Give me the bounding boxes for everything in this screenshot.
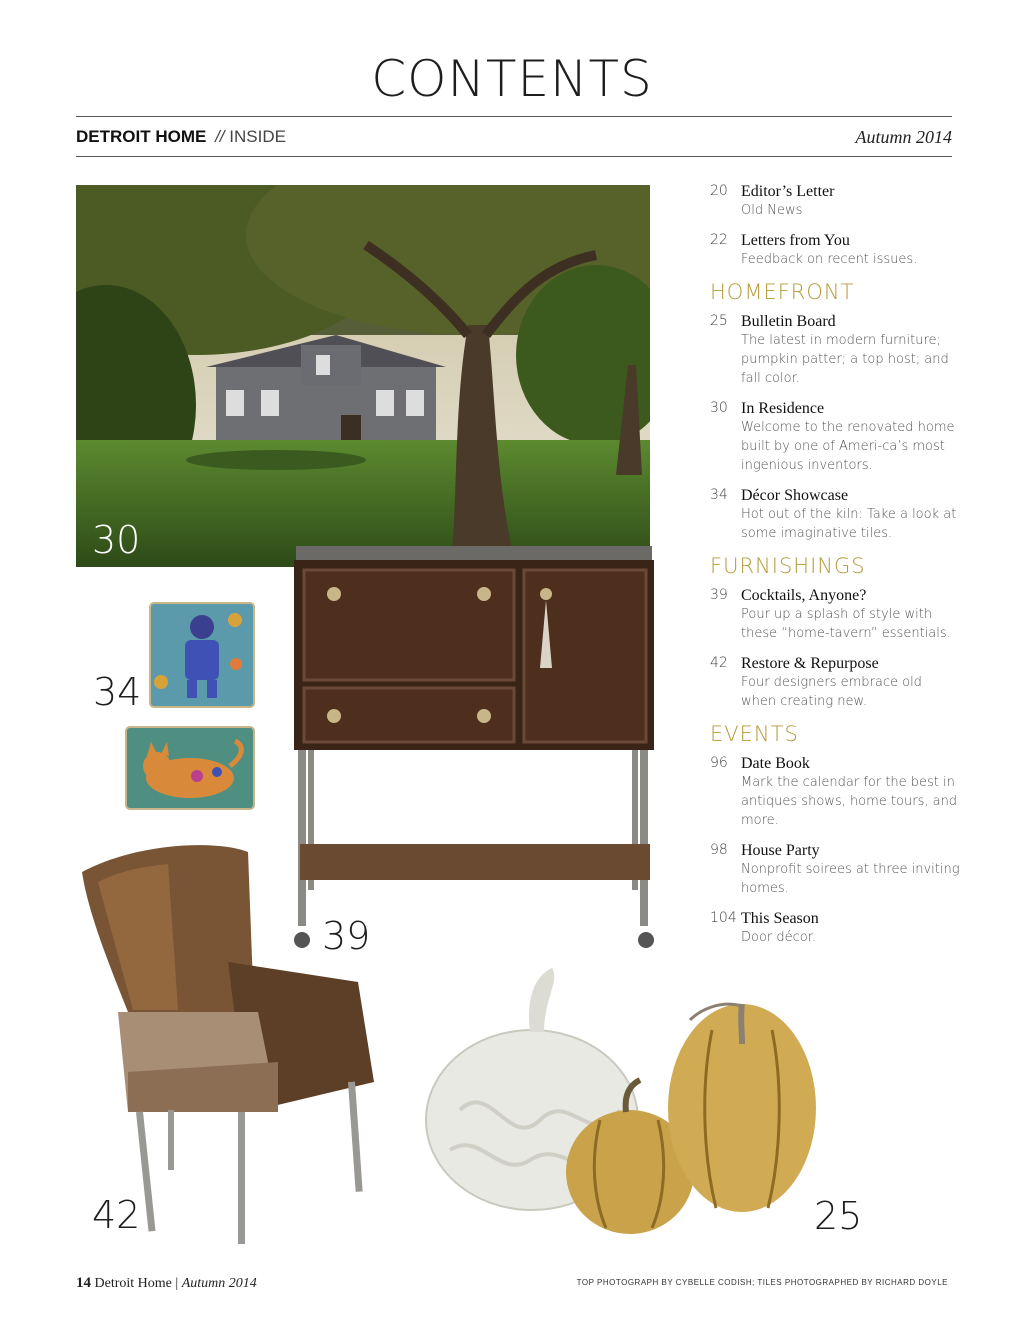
cat-tile[interactable] (125, 726, 255, 810)
house-photo-art (76, 185, 650, 567)
chair-page-label: 42 (92, 1193, 141, 1237)
toc-title: Restore & Repurpose (741, 655, 879, 672)
toc-page-number: 22 (710, 232, 728, 248)
toc-entry[interactable] (710, 312, 960, 388)
toc-description: Nonprofit soirees at three inviting homes. (741, 862, 960, 896)
masthead-separator: // (215, 127, 225, 146)
page-title: CONTENTS (371, 50, 653, 108)
masthead-brand-line (76, 127, 286, 147)
section-heading-furnishings: FURNISHINGS (710, 554, 866, 578)
toc-description: Pour up a splash of style with these “home-tavern” essentials. (741, 607, 951, 641)
toc-description: Hot out of the kiln: Take a look at some imaginative tiles. (741, 507, 957, 541)
toc-entry[interactable] (710, 586, 960, 643)
toc-entry[interactable] (710, 486, 960, 543)
house-page-label: 30 (92, 518, 141, 562)
toc-title: Date Book (741, 755, 810, 772)
toc-title: Letters from You (741, 232, 850, 249)
toc-description: Four designers embrace old when creating new. (741, 675, 922, 709)
photo-credits: TOP PHOTOGRAPH BY CYBELLE CODISH; TILES PHOTOGRAPHED BY RICHARD DOYLE (576, 1278, 948, 1287)
masthead-bottom-rule (76, 156, 952, 157)
toc-description: Feedback on recent issues. (741, 252, 918, 267)
toc-title: Décor Showcase (741, 487, 849, 504)
toc-page-number: 25 (710, 313, 728, 329)
toc-title: Cocktails, Anyone? (741, 587, 867, 604)
toc-entry[interactable] (710, 182, 960, 220)
toc-entry[interactable] (710, 841, 960, 898)
section-heading-events: EVENTS (710, 722, 799, 746)
toc-page-number: 104 (710, 910, 737, 926)
toc-page-number: 96 (710, 755, 728, 771)
toc-title: In Residence (741, 400, 825, 417)
table-of-contents (710, 182, 960, 958)
masthead-season: Autumn 2014 (855, 127, 952, 147)
masthead-section: INSIDE (229, 127, 286, 146)
toc-page-number: 30 (710, 400, 728, 416)
toc-description: The latest in modern furniture; pumpkin patter; a top host; and fall color. (741, 333, 949, 386)
footer-divider: | (175, 1276, 179, 1291)
toc-page-number: 39 (710, 587, 728, 603)
masthead (76, 127, 952, 147)
pumpkins-image[interactable] (420, 960, 820, 1240)
footer-issue: Autumn 2014 (181, 1276, 257, 1291)
section-heading-homefront: HOMEFRONT (710, 280, 855, 304)
toc-page-number: 34 (710, 487, 728, 503)
toc-page-number: 98 (710, 842, 728, 858)
tiles-page-label: 34 (93, 670, 142, 714)
masthead-brand: DETROIT HOME (76, 127, 207, 146)
masthead-top-rule (76, 116, 952, 117)
toc-page-number: 20 (710, 183, 728, 199)
toc-description: Old News (741, 203, 803, 218)
toc-page-number: 42 (710, 655, 728, 671)
toc-entry[interactable] (710, 754, 960, 830)
toc-description: Welcome to the renovated home built by one of Ameri-ca’s most ingenious inventors. (741, 420, 955, 473)
toc-entry[interactable] (710, 654, 960, 711)
pumpkins-page-label: 25 (814, 1194, 863, 1238)
toc-description: Door décor. (741, 930, 817, 945)
toc-title: This Season (741, 910, 819, 927)
footer-publication: Detroit Home (94, 1276, 172, 1291)
house-photo[interactable] (76, 185, 650, 567)
wood-chair-image[interactable] (78, 842, 374, 1246)
footer-folio (76, 1275, 257, 1292)
blue-figure-tile[interactable] (149, 602, 255, 708)
footer-page-number: 14 (76, 1275, 91, 1291)
toc-entry[interactable] (710, 909, 960, 947)
toc-title: Bulletin Board (741, 313, 836, 330)
toc-entry[interactable] (710, 231, 960, 269)
toc-description: Mark the calendar for the best in antiques shows, home tours, and more. (741, 775, 958, 828)
cabinet-page-label: 39 (322, 914, 371, 958)
toc-title: Editor’s Letter (741, 183, 835, 200)
toc-title: House Party (741, 842, 820, 859)
toc-entry[interactable] (710, 399, 960, 475)
